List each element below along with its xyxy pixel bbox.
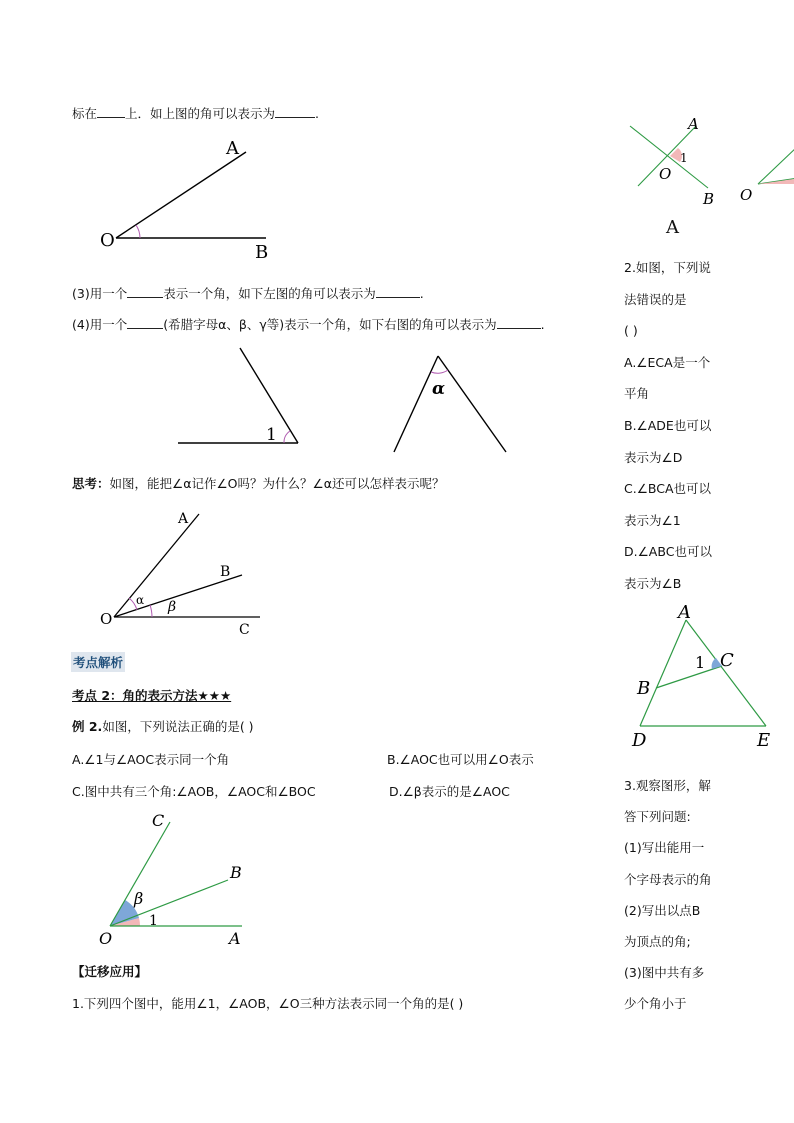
ray-oa <box>114 514 199 617</box>
item-4-text-b: (希腊字母α、β、γ等)表示一个角，如下右图的角可以表示为 <box>163 317 497 332</box>
label-a: A <box>178 511 189 527</box>
q2-line: 表示为∠1 <box>624 512 681 528</box>
figure-angle-1 <box>176 344 316 454</box>
label-alpha: α <box>136 593 145 607</box>
label-o: O <box>100 230 115 251</box>
period: . <box>315 106 320 121</box>
side-ae <box>686 620 766 726</box>
option-c: C.图中共有三个角:∠AOB，∠AOC和∠BOC <box>72 784 316 799</box>
intro-text-b: 上．如上图的角可以表示为 <box>125 106 276 121</box>
blank <box>275 105 315 118</box>
question-1: 1.下列四个图中，能用∠1，∠AOB，∠O三种方法表示同一个角的是( ) <box>72 996 464 1011</box>
segment-bc <box>656 666 722 688</box>
label-e: E <box>757 730 771 751</box>
blank <box>127 316 163 329</box>
blank <box>97 105 125 118</box>
think-line <box>72 474 444 492</box>
q2-line: 表示为∠B <box>624 575 682 591</box>
q2-line: B.∠ADE也可以 <box>624 417 712 433</box>
q2-line: 法错误的是 <box>624 291 687 307</box>
q3-line: (3)图中共有多 <box>624 965 705 981</box>
label-o: O <box>659 165 672 183</box>
example-2-text: 如图，下列说法正确的是( ) <box>102 719 254 734</box>
label-c: C <box>239 622 250 638</box>
blank <box>497 316 541 329</box>
q3-line: 少个角小于 <box>624 996 687 1012</box>
option-a: A.∠1与∠AOC表示同一个角 <box>72 752 230 767</box>
caption-a: A <box>666 217 679 238</box>
q2-line: ( ) <box>624 323 638 339</box>
q3-line: (2)写出以点B <box>624 902 701 918</box>
question-3 <box>624 770 712 1020</box>
transfer-title: 【迁移应用】 <box>72 964 148 979</box>
angle-arc <box>284 431 290 443</box>
side-ad <box>640 620 686 726</box>
intro-line <box>72 104 319 122</box>
label-alpha: α <box>432 379 446 399</box>
period: . <box>540 317 545 332</box>
figure-angles-alpha-beta <box>96 506 296 636</box>
label-a: A <box>226 138 239 159</box>
example-2-label: 例 2. <box>72 719 103 734</box>
point-title: 考点 2：角的表示方法★★★ <box>72 688 232 703</box>
q2-line: A.∠ECA是一个 <box>624 354 711 370</box>
label-a: A <box>678 602 691 623</box>
option-d: D.∠β表示的是∠AOC <box>389 784 510 799</box>
item-3-text-b: 表示一个角，如下左图的角可以表示为 <box>163 286 376 301</box>
option-b: B.∠AOC也可以用∠O表示 <box>387 752 534 767</box>
item-4-text-a: (4)用一个 <box>72 317 128 332</box>
ray-ob <box>114 575 242 617</box>
label-1: 1 <box>680 151 688 165</box>
q2-line: D.∠ABC也可以 <box>624 544 712 560</box>
q3-line: 答下列问题: <box>624 809 691 825</box>
label-b: B <box>637 678 651 699</box>
label-a: A <box>688 115 699 133</box>
figure-angle-aob <box>96 134 296 264</box>
blank <box>376 285 420 298</box>
think-label: 思考： <box>72 476 110 491</box>
label-1: 1 <box>266 425 277 445</box>
figure-intersecting-lines <box>626 112 794 212</box>
blank <box>127 285 163 298</box>
item-3-line <box>72 284 424 302</box>
label-beta: β <box>134 889 144 908</box>
q3-line: 为顶点的角; <box>624 934 691 950</box>
arc-beta <box>150 605 152 617</box>
label-b: B <box>220 564 231 580</box>
label-c: C <box>152 811 165 830</box>
figure-triangle <box>628 596 794 756</box>
label-1: 1 <box>149 913 158 929</box>
angle-arc <box>431 370 448 373</box>
question-2 <box>624 252 712 600</box>
item-4-line <box>72 315 545 333</box>
q2-line: C.∠BCA也可以 <box>624 481 712 497</box>
think-text: 如图，能把∠α记作∠O吗？为什么？∠α还可以怎样表示呢？ <box>109 476 445 491</box>
label-1: 1 <box>695 653 706 672</box>
q2-line: 平角 <box>624 386 650 402</box>
q3-line: 3.观察图形，解 <box>624 778 711 793</box>
item-3-text-a: (3)用一个 <box>72 286 128 301</box>
example-2-line <box>72 717 254 735</box>
ray-oa <box>116 152 246 238</box>
ray-oc <box>110 822 170 926</box>
label-o: O <box>100 610 113 628</box>
section-title: 考点解析 <box>71 652 125 672</box>
label-a: A <box>229 929 241 948</box>
label-o-2: O <box>740 186 753 204</box>
ray-left <box>394 356 438 452</box>
angle-arc <box>136 225 140 238</box>
label-b: B <box>703 190 715 208</box>
q3-line: 个字母表示的角 <box>624 871 712 887</box>
label-c: C <box>720 650 734 671</box>
partial-ray-1 <box>758 146 794 184</box>
label-b: B <box>230 863 242 882</box>
label-beta: β <box>168 599 177 615</box>
label-o: O <box>99 929 113 948</box>
intro-text-a: 标在 <box>72 106 98 121</box>
label-b: B <box>255 242 269 263</box>
label-d: D <box>632 730 647 751</box>
q2-line: 表示为∠D <box>624 449 683 465</box>
period: . <box>419 286 424 301</box>
figure-angle-alpha <box>390 350 520 460</box>
q3-line: (1)写出能用一 <box>624 840 705 856</box>
figure-angles-colored <box>96 808 276 948</box>
q2-line: 2.如图，下列说 <box>624 260 711 275</box>
